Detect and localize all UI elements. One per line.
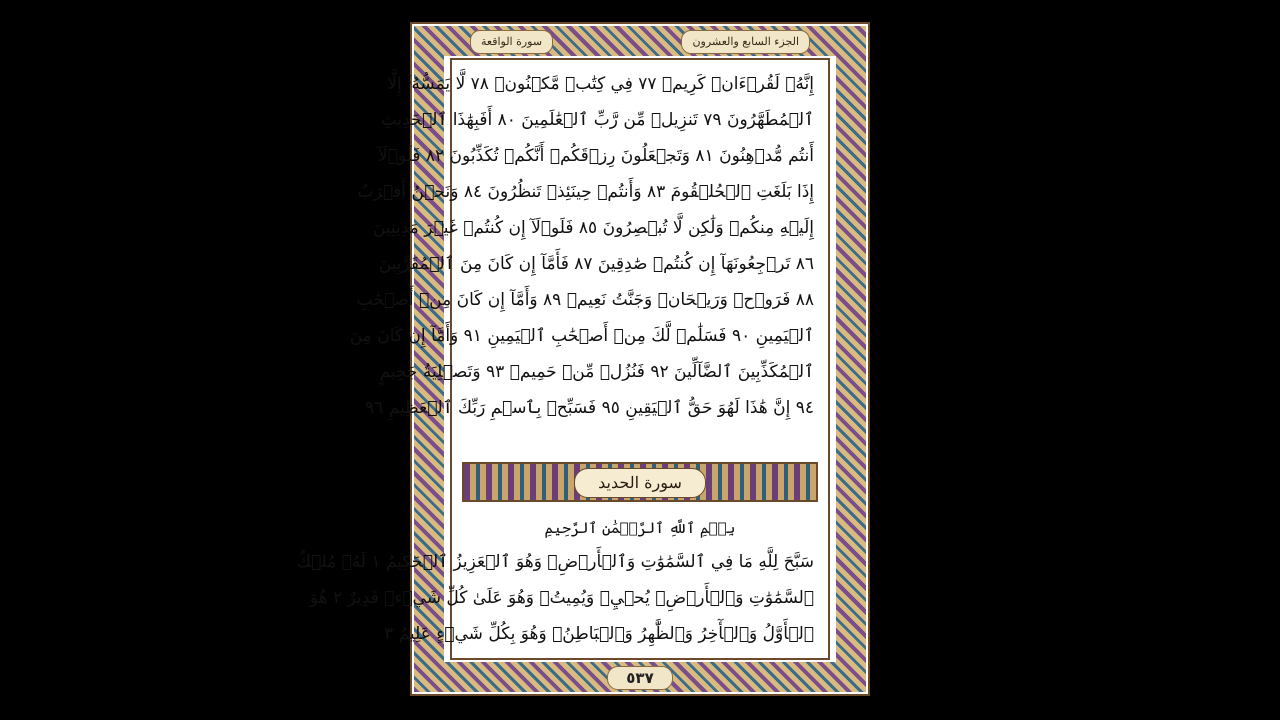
verse-line: إِذَا بَلَغَتِ ٱلۡحُلۡقُومَ ٨٣ وَأَنتُمۡ حِينَئِذٖ تَنظُرُونَ ٨٤ وَنَحۡنُ أَقۡرَبُ	[357, 182, 814, 202]
verse-line: ٱلسَّمَٰوَٰتِ وَٱلۡأَرۡضِۖ يُحۡيِۦ وَيُمِيتُۖ وَهُوَ عَلَىٰ كُلِّ شَيۡءٖ قَدِيرٌ ٢ هُوَ	[309, 588, 814, 608]
page-number: ٥٣٧	[607, 666, 673, 690]
surah-title: سورة الحديد	[574, 468, 706, 498]
surah-title-banner	[462, 462, 818, 502]
verse-line: ٱلۡمُطَهَّرُونَ ٧٩ تَنزِيلٞ مِّن رَّبِّ ٱلۡعَٰلَمِينَ ٨٠ أَفَبِهَٰذَا ٱلۡحَدِيثِ	[380, 110, 814, 130]
verses-block-top	[349, 66, 814, 426]
mushaf-page	[296, 22, 870, 696]
verses-block-bottom	[296, 544, 814, 652]
verse-line: سَبَّحَ لِلَّهِ مَا فِي ٱلسَّمَٰوَٰتِ وَٱلۡأَرۡضِۖ وَهُوَ ٱلۡعَزِيزُ ٱلۡحَكِيمُ ١ لَهُۥ مُلۡكُ	[296, 552, 814, 572]
verse-line: إِنَّهُۥ لَقُرۡءَانٞ كَرِيمٞ ٧٧ فِي كِتَٰبٖ مَّكۡنُونٖ ٧٨ لَّا يَمَسُّهُۥٓ إِلَّا	[387, 74, 814, 94]
verse-line: ٱلۡمُكَذِّبِينَ ٱلضَّآلِّينَ ٩٢ فَنُزُلٞ مِّنۡ حَمِيمٖ ٩٣ وَتَصۡلِيَةُ جَحِيمٍ	[379, 362, 814, 382]
verse-line: ٱلۡأَوَّلُ وَٱلۡأٓخِرُ وَٱلظَّٰهِرُ وَٱلۡبَاطِنُۖ وَهُوَ بِكُلِّ شَيۡءٍ عَلِيمٌ ٣	[384, 624, 814, 644]
verse-line: ٱلۡيَمِينِ ٩٠ فَسَلَٰمٞ لَّكَ مِنۡ أَصۡحَٰبِ ٱلۡيَمِينِ ٩١ وَأَمَّآ إِن كَانَ مِنَ	[349, 326, 814, 346]
verse-line: أَنتُم مُّدۡهِنُونَ ٨١ وَتَجۡعَلُونَ رِزۡقَكُمۡ أَنَّكُمۡ تُكَذِّبُونَ ٨٢ فَلَوۡلَآ	[378, 146, 814, 166]
surah-label: سورة الواقعة	[470, 30, 553, 54]
verse-line: ٨٨ فَرَوۡحٞ وَرَيۡحَانٞ وَجَنَّتُ نَعِيمٖ ٨٩ وَأَمَّآ إِن كَانَ مِنۡ أَصۡحَٰبِ	[356, 290, 814, 310]
verse-line: إِلَيۡهِ مِنكُمۡ وَلَٰكِن لَّا تُبۡصِرُونَ ٨٥ فَلَوۡلَآ إِن كُنتُمۡ غَيۡرَ مَدِينِينَ	[372, 218, 814, 238]
juz-label: الجزء السابع والعشرون	[681, 30, 810, 54]
verse-line: ٩٤ إِنَّ هَٰذَا لَهُوَ حَقُّ ٱلۡيَقِينِ ٩٥ فَسَبِّحۡ بِٱسۡمِ رَبِّكَ ٱلۡعَظِيمِ ٩٦	[365, 398, 814, 418]
basmala: بِسۡمِ ٱللَّهِ ٱلرَّحۡمَٰنِ ٱلرَّحِيمِ	[544, 519, 736, 537]
verse-line: ٨٦ تَرۡجِعُونَهَآ إِن كُنتُمۡ صَٰدِقِينَ ٨٧ فَأَمَّآ إِن كَانَ مِنَ ٱلۡمُقَرَّبِينَ	[378, 254, 814, 274]
